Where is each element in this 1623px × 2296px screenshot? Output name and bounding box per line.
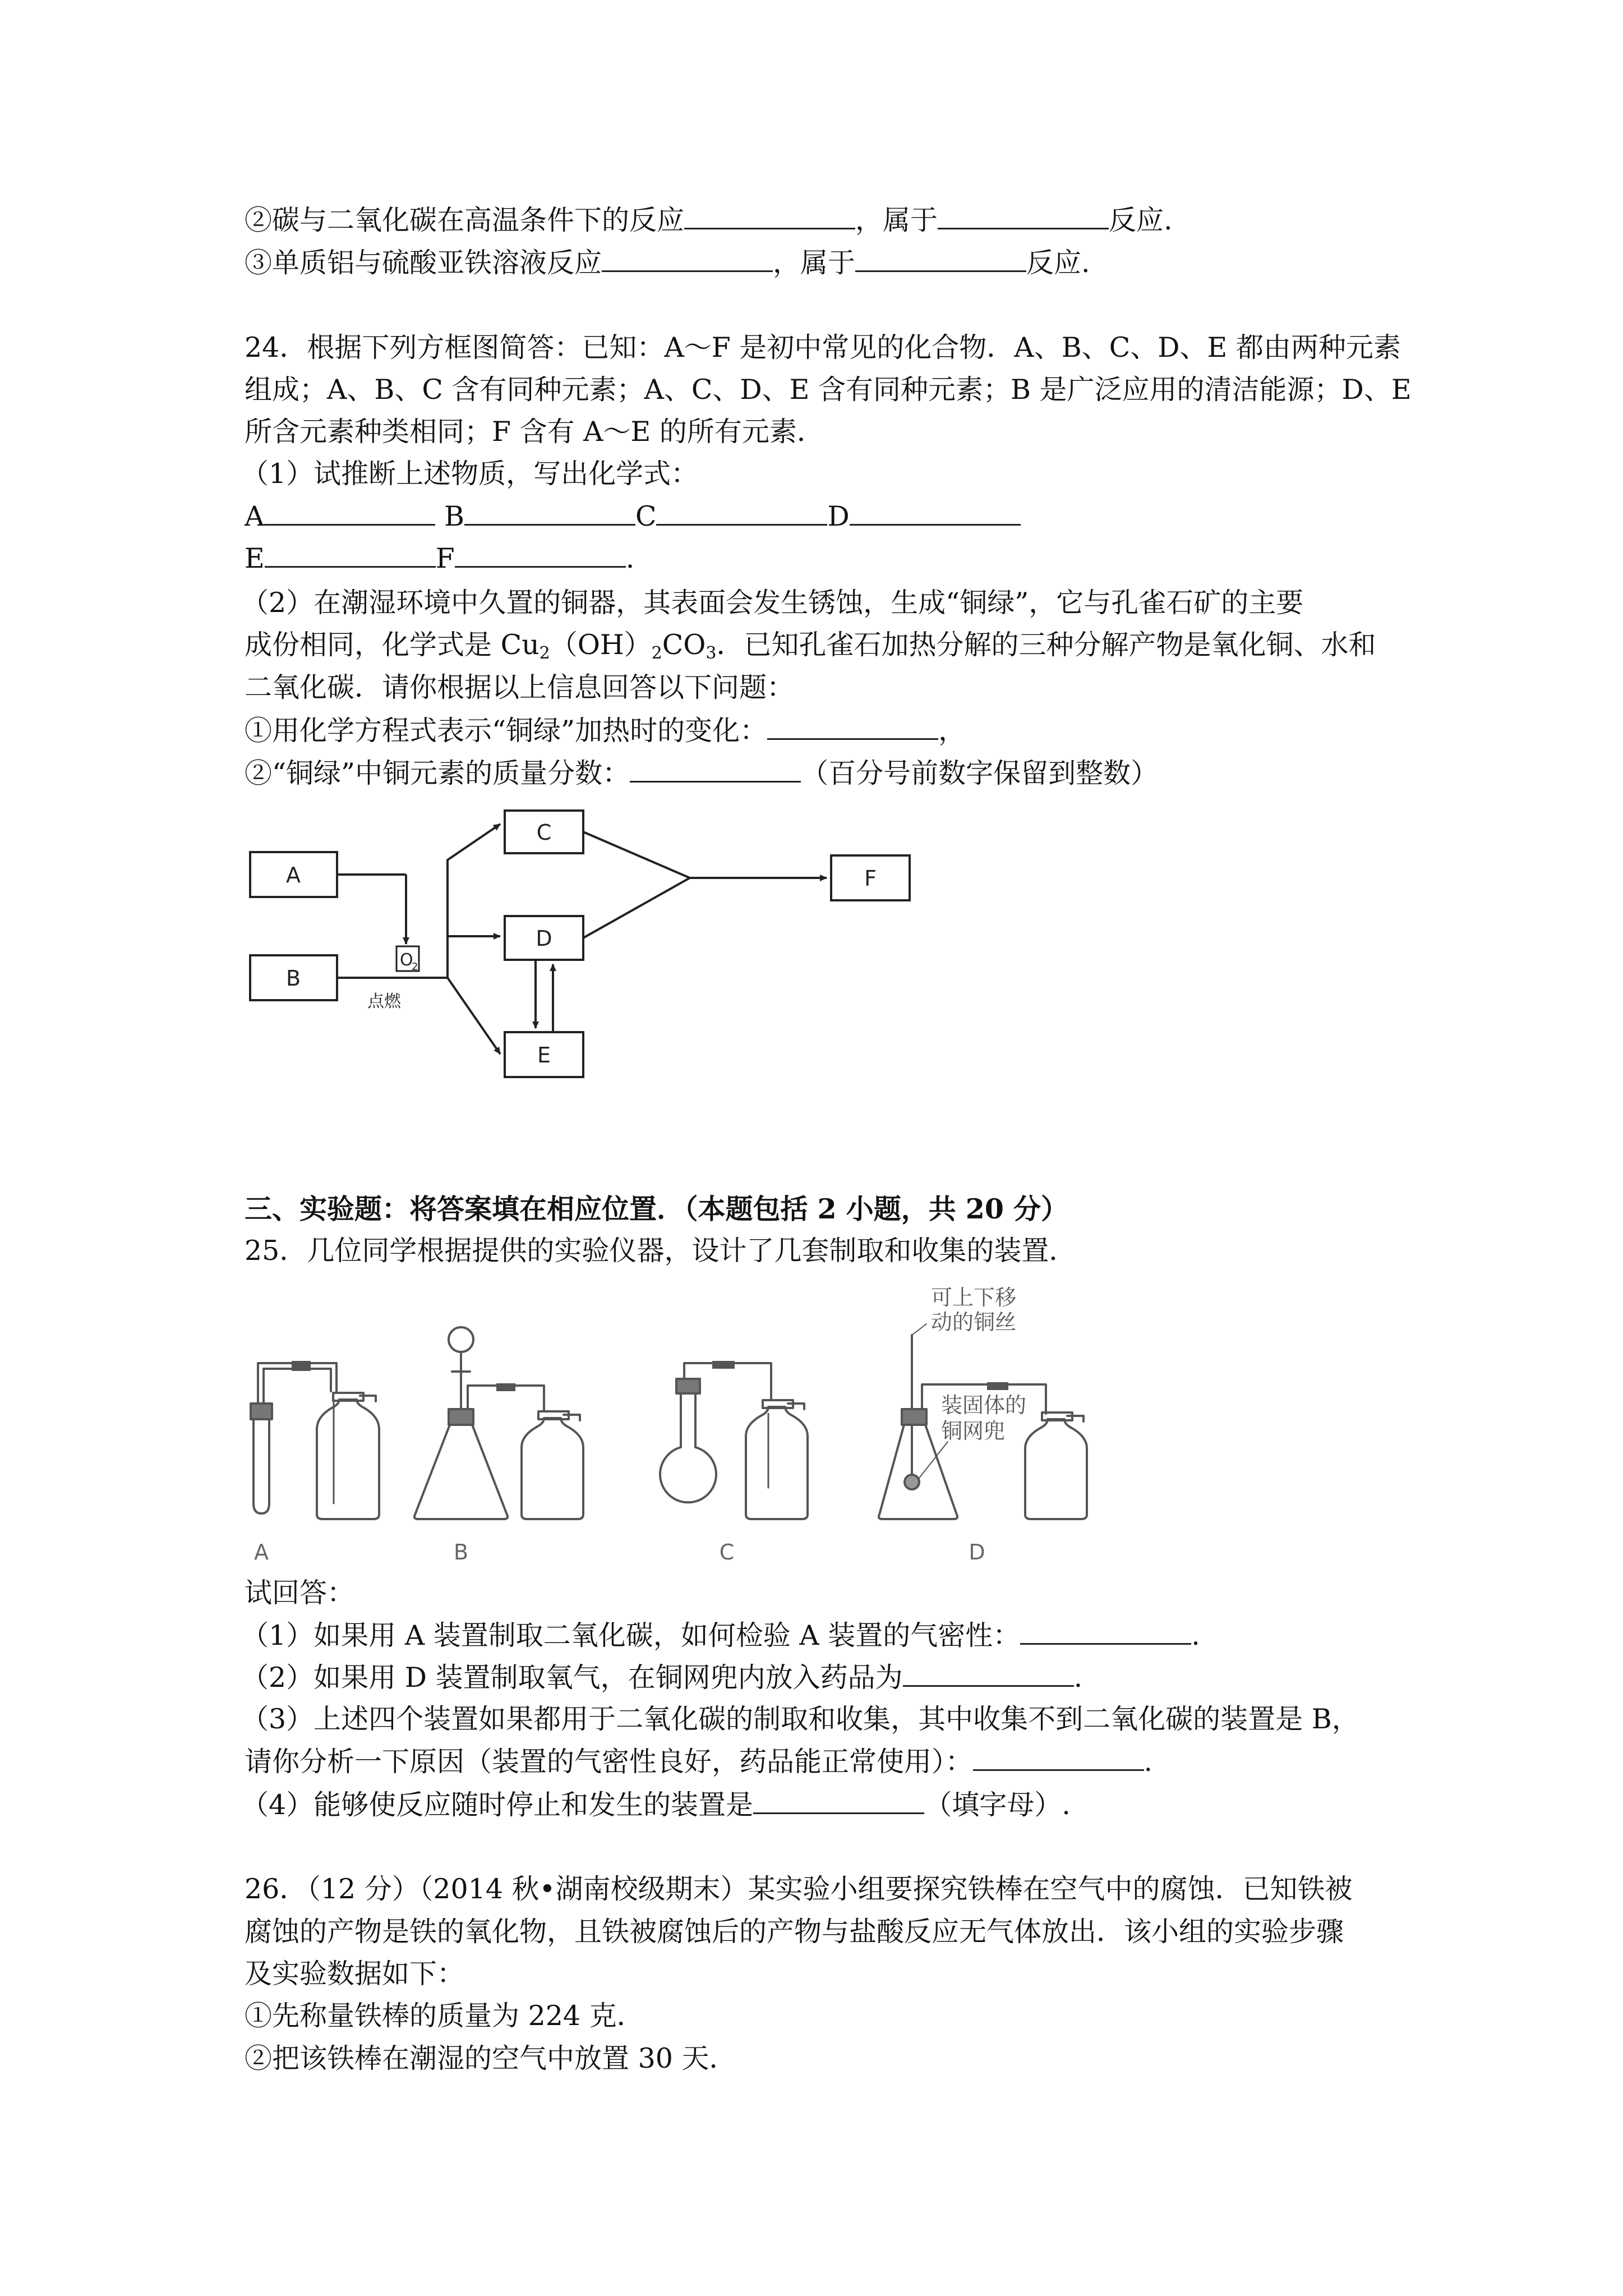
airtightness-blank[interactable] bbox=[1020, 1618, 1191, 1645]
section-3-title: 三、实验题：将答案填在相应位置．（本题包括 2 小题，共 20 分） bbox=[245, 1193, 1069, 1225]
subscript: 2 bbox=[651, 643, 662, 663]
rubber-joint bbox=[712, 1361, 735, 1369]
q24-sub2-line-3: 二氧化碳．请你根据以上信息回答以下问题： bbox=[245, 671, 795, 703]
rubber-joint bbox=[292, 1361, 311, 1371]
q23-line2-text: ，属于 bbox=[855, 204, 938, 236]
callout-leader-wire bbox=[912, 1324, 926, 1335]
q25-sub1 bbox=[241, 1618, 1200, 1653]
question-text: （百分号前数字保留到整数） bbox=[801, 757, 1159, 789]
flask-stopper bbox=[902, 1409, 926, 1425]
q26-step-1: ①先称量铁棒的质量为 224 克． bbox=[245, 2000, 644, 2032]
delivery-tube-inner bbox=[264, 1369, 331, 1404]
question-text: . bbox=[1191, 1619, 1200, 1651]
box-e-label: E bbox=[537, 1043, 551, 1068]
formula-label: F bbox=[435, 542, 455, 574]
box-d-label: D bbox=[536, 926, 552, 951]
apparatus-a bbox=[251, 1361, 379, 1519]
formula-label: A bbox=[245, 500, 265, 532]
formula-blank-b[interactable] bbox=[464, 499, 635, 526]
box-f-label: F bbox=[864, 866, 877, 891]
callout-pouch-line1: 装固体的 bbox=[941, 1393, 1027, 1418]
copper-mesh-pouch bbox=[905, 1475, 919, 1489]
gas-bottle bbox=[1025, 1419, 1087, 1519]
formula-text: （OH） bbox=[550, 629, 652, 661]
test-tube bbox=[253, 1419, 269, 1513]
equation-blank[interactable] bbox=[767, 714, 938, 740]
question-text: 请你分析一下原因（装置的气密性良好，药品能正常使用）： bbox=[245, 1746, 973, 1778]
q24-stem-line-1: 24．根据下列方框图简答：已知：A～F 是初中常见的化合物．A、B、C、D、E 都由两种元素 bbox=[245, 332, 1401, 364]
formula-blank-c[interactable] bbox=[656, 499, 827, 526]
question-text: ②“铜绿”中铜元素的质量分数： bbox=[245, 757, 630, 789]
ignite-label: 点燃 bbox=[367, 992, 401, 1011]
flask-stopper bbox=[449, 1409, 473, 1425]
box-b-label: B bbox=[285, 966, 301, 991]
q26-step-2: ②把该铁棒在潮湿的空气中放置 30 天． bbox=[245, 2042, 737, 2074]
q24-stem-line-3: 所含元素种类相同；F 含有 A～E 的所有元素． bbox=[245, 416, 824, 448]
q24-question-i bbox=[245, 714, 966, 748]
apparatus-c bbox=[660, 1361, 808, 1519]
apparatus-figure bbox=[241, 1279, 1122, 1571]
callout-pouch-line2: 铜网兜 bbox=[941, 1419, 1006, 1443]
q25-answer-intro: 试回答： bbox=[245, 1577, 355, 1609]
q23-line-3 bbox=[245, 246, 1090, 280]
formula-end-dot: . bbox=[625, 542, 635, 574]
answer-blank[interactable] bbox=[602, 246, 773, 272]
question-text: ①用化学方程式表示“铜绿”加热时的变化： bbox=[245, 715, 768, 747]
o2-subscript: 2 bbox=[412, 961, 418, 973]
q26-stem-line-2: 腐蚀的产物是铁的氧化物，且铁被腐蚀后的产物与盐酸反应无气体放出．该小组的实验步骤 bbox=[245, 1916, 1344, 1948]
q25-sub2 bbox=[241, 1660, 1082, 1695]
q23-line3-text: 反应. bbox=[1026, 247, 1090, 279]
question-text: . bbox=[1073, 1662, 1083, 1694]
device-letter-blank[interactable] bbox=[753, 1788, 924, 1814]
q26-stem-line-1: 26．（12 分）（2014 秋•湖南校级期末）某实验小组要探究铁棒在空气中的腐蚀．已知铁被 bbox=[245, 1873, 1353, 1905]
stopper bbox=[251, 1404, 272, 1419]
question-text: （1）如果用 A 装置制取二氧化碳，如何检验 A 装置的气密性： bbox=[241, 1619, 1021, 1651]
q23-line2-text: ②碳与二氧化碳在高温条件下的反应 bbox=[245, 204, 685, 236]
gas-bottle bbox=[317, 1400, 379, 1519]
formula-label: E bbox=[245, 542, 265, 574]
apparatus-label-d: D bbox=[969, 1540, 985, 1565]
callout-wire-line2: 动的铜丝 bbox=[931, 1310, 1017, 1335]
answer-blank[interactable] bbox=[684, 203, 855, 229]
subscript: 2 bbox=[539, 643, 550, 663]
q24-formula-row-2 bbox=[245, 541, 634, 576]
reaction-flow-diagram bbox=[241, 799, 931, 1091]
q24-question-ii bbox=[245, 756, 1158, 790]
answer-blank[interactable] bbox=[855, 246, 1026, 272]
formula-label: B bbox=[444, 500, 464, 532]
question-text: （2）如果用 D 装置制取氧气，在铜网兜内放入药品为 bbox=[241, 1662, 903, 1694]
gas-bottle bbox=[746, 1407, 808, 1519]
q25-sub3-line2 bbox=[245, 1745, 1152, 1779]
q26-stem-line-3: 及实验数据如下： bbox=[245, 1958, 465, 1990]
merge-lines bbox=[583, 832, 690, 938]
answer-blank[interactable] bbox=[938, 203, 1109, 229]
q24-stem-line-2: 组成；A、B、C 含有同种元素；A、C、D、E 含有同种元素；B 是广泛应用的清洁能源；D、E bbox=[245, 374, 1412, 406]
q24-sub1: （1）试推断上述物质，写出化学式： bbox=[241, 458, 699, 490]
question-text: （4）能够使反应随时停止和发生的装置是 bbox=[241, 1789, 754, 1821]
question-text: . bbox=[1144, 1746, 1153, 1778]
reagent-blank[interactable] bbox=[903, 1660, 1074, 1687]
formula-blank-e[interactable] bbox=[265, 541, 436, 568]
apparatus-label-c: C bbox=[719, 1540, 735, 1565]
q23-line-2 bbox=[245, 203, 1173, 237]
arrow-to-e bbox=[448, 978, 500, 1054]
formula-text: 成份相同，化学式是 Cu bbox=[245, 629, 540, 661]
separating-funnel-bulb bbox=[449, 1327, 473, 1352]
box-c-label: C bbox=[536, 820, 552, 845]
apparatus-b bbox=[414, 1327, 583, 1519]
formula-text: CO bbox=[662, 629, 706, 661]
q25-sub3-line1: （3）上述四个装置如果都用于二氧化碳的制取和收集，其中收集不到二氧化碳的装置是 B， bbox=[241, 1703, 1359, 1735]
q24-formula-row-1 bbox=[245, 499, 1021, 533]
arrow-to-d bbox=[448, 936, 500, 978]
round-flask bbox=[660, 1393, 716, 1502]
gas-bottle bbox=[522, 1418, 583, 1519]
flask-stopper bbox=[676, 1379, 700, 1393]
formula-blank-d[interactable] bbox=[850, 499, 1021, 526]
q25-intro: 25．几位同学根据提供的实验仪器，设计了几套制取和收集的装置． bbox=[245, 1235, 1077, 1267]
apparatus-label-b: B bbox=[453, 1540, 469, 1565]
apparatus-label-a: A bbox=[254, 1540, 269, 1565]
rubber-joint bbox=[496, 1383, 515, 1391]
formula-blank-a[interactable] bbox=[264, 499, 435, 526]
callout-wire-line1: 可上下移 bbox=[931, 1285, 1017, 1310]
formula-label: C bbox=[635, 500, 657, 532]
o2-label: O bbox=[400, 950, 413, 970]
q25-sub4 bbox=[241, 1788, 1071, 1822]
formula-blank-f[interactable] bbox=[455, 541, 626, 568]
q23-line2-text: 反应. bbox=[1109, 204, 1173, 236]
formula-label: D bbox=[827, 500, 850, 532]
q23-line3-text: ，属于 bbox=[773, 247, 856, 279]
question-text: （填字母）. bbox=[924, 1789, 1071, 1821]
mass-fraction-blank[interactable] bbox=[630, 756, 801, 783]
formula-text: ．已知孔雀石加热分解的三种分解产物是氧化铜、水和 bbox=[716, 629, 1376, 661]
q24-sub2-line-2 bbox=[245, 628, 1376, 670]
rubber-joint bbox=[987, 1382, 1008, 1390]
box-a-label: A bbox=[286, 863, 301, 887]
q23-line3-text: ③单质铝与硫酸亚铁溶液反应 bbox=[245, 247, 602, 279]
q24-sub2-line-1: （2）在潮湿环境中久置的铜器，其表面会发生锈蚀，生成“铜绿”，它与孔雀石矿的主要 bbox=[241, 587, 1304, 619]
arrow-to-c bbox=[448, 824, 500, 978]
conical-flask bbox=[414, 1425, 508, 1519]
question-text: ， bbox=[938, 715, 966, 747]
subscript: 3 bbox=[706, 643, 717, 663]
reason-blank[interactable] bbox=[973, 1745, 1144, 1771]
